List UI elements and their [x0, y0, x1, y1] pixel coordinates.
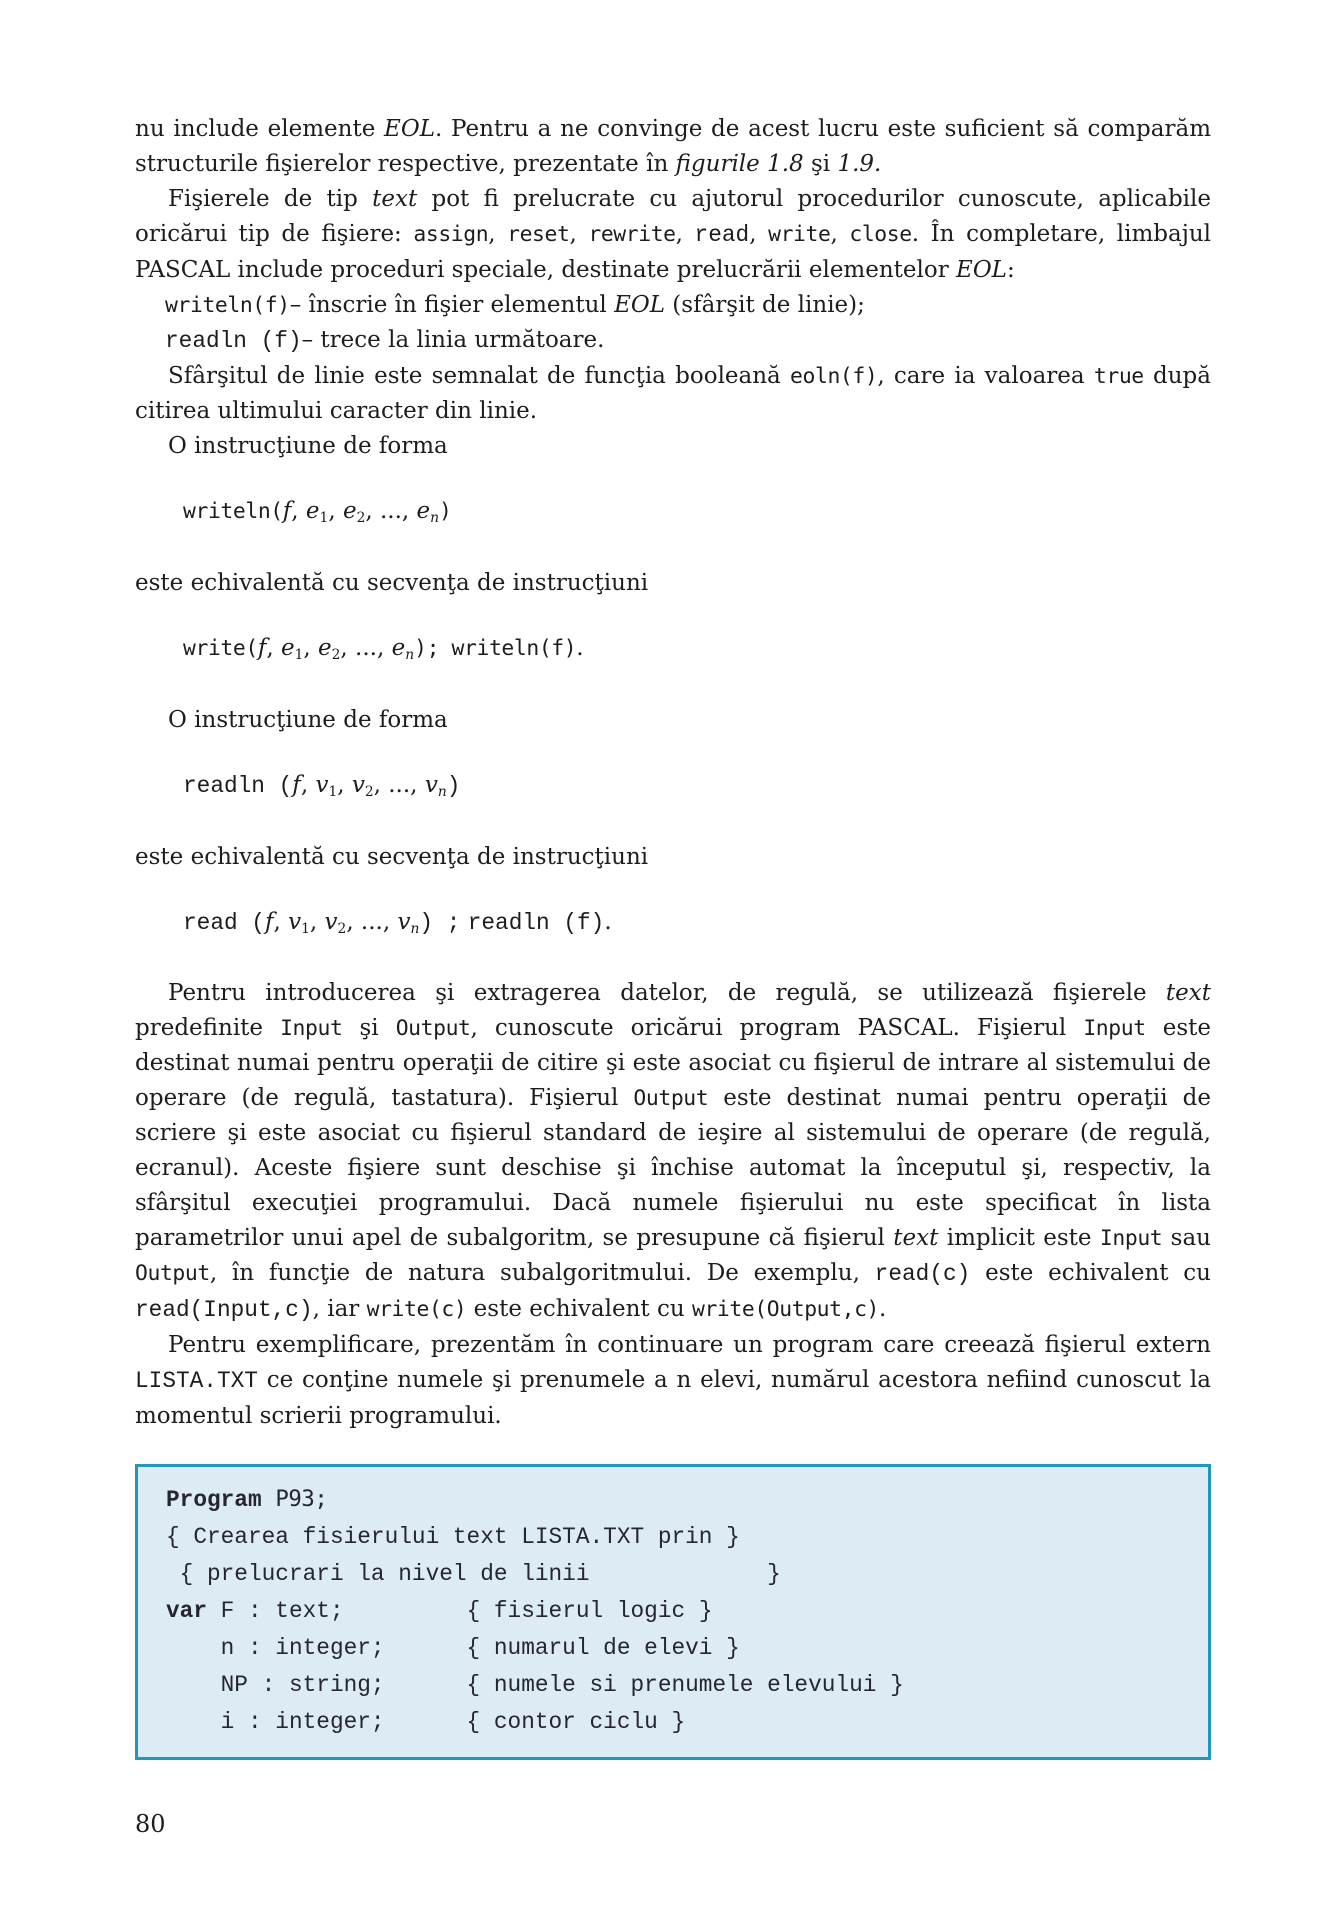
text-segment: ): [446, 772, 461, 799]
text-segment: rewrite: [588, 222, 676, 247]
text-segment: şi: [342, 1015, 396, 1042]
text-segment: e: [280, 634, 295, 661]
text-segment: Input: [1083, 1016, 1146, 1042]
code-line: [166, 1704, 1188, 1741]
text-segment: . Pentru a ne convinge de acest lucru este suficient să comparăm structurile fişierelor respective, prezentate în: [135, 116, 1212, 177]
text-segment: 1: [328, 783, 338, 800]
text-segment: nu include elemente: [135, 116, 385, 142]
text-segment: 2: [364, 783, 374, 800]
text-segment: predefinite: [135, 1015, 281, 1042]
text-segment: writeln(f): [165, 293, 290, 318]
text-segment: este destinat numai pentru operaţii de citire şi este asociat cu fişierul de intrare al sistemului de operare (de regulă, tastatura). Fişierul: [135, 1015, 1211, 1112]
text-segment: este echivalentă cu secvenţa de instrucţiuni: [135, 843, 649, 870]
paragraph: [135, 112, 1211, 182]
text-segment: v: [315, 771, 329, 798]
text-segment: Input: [1099, 1226, 1163, 1252]
text-segment: f: [264, 908, 274, 935]
text-segment: .: [879, 1296, 887, 1323]
text-segment: , ...,: [346, 908, 398, 935]
text-segment: f: [292, 771, 301, 798]
text-segment: ce conţine numele şi prenumele a n elevi, numărul acestora nefiind cunoscut la momentul scrierii programului.: [135, 1367, 1211, 1430]
text-segment: O instrucţiune de forma: [168, 706, 448, 733]
text-segment: este echivalent cu: [466, 1296, 692, 1323]
text-segment: 2: [337, 920, 347, 937]
text-segment: write: [768, 222, 831, 247]
text-segment: n: [410, 920, 420, 937]
paragraph: [135, 1328, 1211, 1434]
text-segment: :: [1006, 257, 1015, 283]
text-content: [135, 112, 1211, 1760]
formula: [135, 631, 1211, 673]
code-line: [166, 1593, 1188, 1630]
text-segment: Input: [280, 1016, 343, 1042]
text-segment: Pentru exemplificare, prezentăm în continuare un program care creează fişierul extern: [168, 1332, 1211, 1359]
paragraph: [135, 976, 1211, 1328]
formula: [135, 494, 1211, 536]
text-segment: .: [604, 908, 612, 935]
text-segment: (sfârşit de linie);: [665, 292, 865, 318]
text-segment: reset: [507, 222, 570, 247]
document-page: [135, 112, 1211, 1838]
text-segment: Program: [166, 1487, 262, 1514]
code-line: [166, 1667, 1188, 1704]
text-segment: Pentru introducerea şi extragerea datelor, de regulă, se utilizează fişierele: [168, 980, 1166, 1007]
text-segment: Output: [395, 1016, 471, 1042]
text-segment: NP : string; { numele si prenumele elevului }: [166, 1672, 904, 1699]
text-segment: [262, 1487, 276, 1513]
text-segment: Output: [135, 1261, 210, 1287]
text-segment: writeln(f): [451, 635, 577, 661]
text-segment: v: [324, 908, 338, 935]
text-segment: ,: [569, 221, 589, 247]
text-segment: f: [257, 634, 267, 661]
paragraph: [135, 288, 1211, 323]
text-segment: v: [424, 771, 438, 798]
text-segment: v: [397, 908, 411, 935]
text-segment: readln (f): [467, 909, 605, 936]
text-segment: write(c): [366, 1297, 467, 1323]
text-segment: readln (f): [165, 328, 302, 354]
formula: [135, 905, 1211, 947]
text-segment: pot fi prelucrate cu ajutorul procedurilor cunoscute, aplicabile oricărui tip de fişiere:: [135, 186, 1211, 247]
text-segment: , ...,: [340, 634, 392, 661]
paragraph: [135, 703, 1211, 738]
text-segment: read: [694, 222, 750, 248]
text-segment: ,: [675, 221, 695, 247]
text-segment: ,: [303, 634, 318, 661]
paragraph: [135, 566, 1211, 601]
text-segment: readln (: [183, 772, 293, 799]
text-segment: este echivalent cu: [970, 1260, 1211, 1287]
text-segment: e: [391, 634, 406, 661]
paragraph: [135, 323, 1211, 359]
text-segment: , ...,: [373, 771, 425, 798]
text-segment: text: [893, 1225, 939, 1252]
text-segment: 1: [319, 509, 329, 526]
text-segment: var: [166, 1598, 207, 1625]
text-segment: ,: [488, 221, 508, 247]
text-segment: ,: [300, 771, 316, 798]
text-segment: { Crearea fisierului text LISTA.TXT prin }: [166, 1524, 740, 1551]
text-segment: i : integer; { contor ciclu }: [166, 1709, 686, 1736]
text-segment: f: [282, 498, 292, 524]
text-segment: după citirea ultimului caracter din linie.: [135, 363, 1211, 424]
text-segment: true: [1093, 364, 1144, 389]
text-segment: EOL: [956, 257, 1007, 283]
text-segment: ,: [309, 908, 325, 935]
text-segment: write(Output,c): [691, 1297, 880, 1323]
text-segment: v: [288, 908, 302, 935]
text-segment: ,: [328, 498, 343, 524]
text-segment: ,: [830, 221, 850, 247]
page-number: 80: [135, 1810, 166, 1839]
text-segment: ): [439, 499, 452, 524]
text-segment: figurile 1.8: [675, 151, 804, 177]
text-segment: 1: [294, 646, 304, 663]
text-segment: ,: [337, 771, 352, 798]
text-segment: read(Input,c): [135, 1297, 313, 1324]
code-line: [166, 1556, 1188, 1593]
text-segment: text: [372, 186, 418, 212]
text-segment: v: [351, 771, 365, 798]
code-line: [166, 1481, 1188, 1519]
text-segment: – trece la linia următoare.: [301, 327, 605, 353]
text-segment: writeln(: [183, 499, 283, 524]
text-segment: Sfârşitul de linie este semnalat de funcţia booleană: [168, 363, 791, 389]
text-segment: O instrucţiune de forma: [168, 433, 448, 459]
code-line: [166, 1519, 1188, 1556]
text-segment: ,: [749, 221, 769, 247]
text-segment: este destinat numai pentru operaţii de scriere şi este asociat cu fişierul standard de ieşire al sistemului de operare (de regulă, ecranul). Aceste fişiere sunt deschise şi închise automat la începutul şi, respectiv, la sfârşitul execuţiei programului. Dacă numele fişierului nu este specificat în lista parametrilor unui apel de subalgoritm, se presupune că fişierul: [135, 1085, 1211, 1252]
text-segment: Fişierele de tip: [168, 186, 373, 212]
text-segment: LISTA.TXT: [135, 1368, 258, 1395]
text-segment: – înscrie în fişier elementul: [289, 292, 615, 318]
text-segment: read(c): [874, 1261, 971, 1288]
text-segment: n: [437, 783, 447, 800]
text-segment: e: [305, 498, 320, 524]
text-segment: , cunoscute oricărui program PASCAL. Fişierul: [470, 1015, 1084, 1042]
text-segment: { prelucrari la nivel de linii }: [166, 1561, 781, 1588]
text-segment: n: [430, 509, 440, 526]
paragraph: [135, 359, 1211, 429]
text-segment: ,: [273, 908, 289, 935]
paragraph: [135, 182, 1211, 288]
text-segment: este echivalentă cu secvenţa de instrucţiuni: [135, 569, 649, 596]
text-segment: n: [405, 646, 415, 663]
text-segment: 2: [356, 509, 366, 526]
text-segment: .: [576, 634, 584, 661]
text-segment: , care ia valoarea: [877, 363, 1094, 389]
text-segment: şi: [803, 151, 838, 177]
text-segment: assign: [413, 222, 489, 247]
text-segment: eoln(f): [790, 364, 878, 389]
text-segment: text: [1165, 980, 1211, 1007]
text-segment: write(: [183, 635, 258, 661]
text-segment: , ...,: [365, 498, 417, 524]
text-segment: ,: [266, 634, 281, 661]
text-segment: e: [318, 634, 332, 661]
text-segment: EOL: [384, 116, 435, 142]
text-segment: read (: [183, 909, 265, 936]
text-segment: . În completare, limbajul PASCAL include proceduri speciale, destinate prelucrării elementelor: [135, 221, 1211, 283]
formula: [135, 768, 1211, 810]
text-segment: P93;: [275, 1486, 328, 1513]
text-segment: [460, 909, 467, 935]
text-segment: implicit este: [938, 1225, 1100, 1252]
text-segment: 1: [301, 920, 310, 937]
text-segment: , iar: [312, 1296, 367, 1323]
text-segment: , în funcţie de natura subalgoritmului. De exemplu,: [209, 1260, 875, 1287]
text-segment: e: [342, 498, 357, 524]
text-segment: EOL: [614, 292, 665, 318]
text-segment: n : integer; { numarul de elevi }: [166, 1635, 740, 1662]
text-segment: e: [416, 498, 431, 524]
text-segment: close: [849, 222, 912, 247]
text-segment: F : text; { fisierul logic }: [207, 1598, 713, 1625]
paragraph: [135, 840, 1211, 875]
text-segment: 2: [331, 646, 341, 663]
text-segment: ) ;: [419, 909, 461, 936]
text-segment: Output: [633, 1086, 709, 1112]
text-segment: ,: [291, 498, 306, 524]
text-segment: 1.9.: [837, 151, 882, 177]
code-block: [135, 1464, 1211, 1760]
code-line: [166, 1630, 1188, 1667]
text-segment: );: [414, 635, 452, 661]
text-segment: sau: [1162, 1225, 1211, 1252]
paragraph: [135, 429, 1211, 464]
